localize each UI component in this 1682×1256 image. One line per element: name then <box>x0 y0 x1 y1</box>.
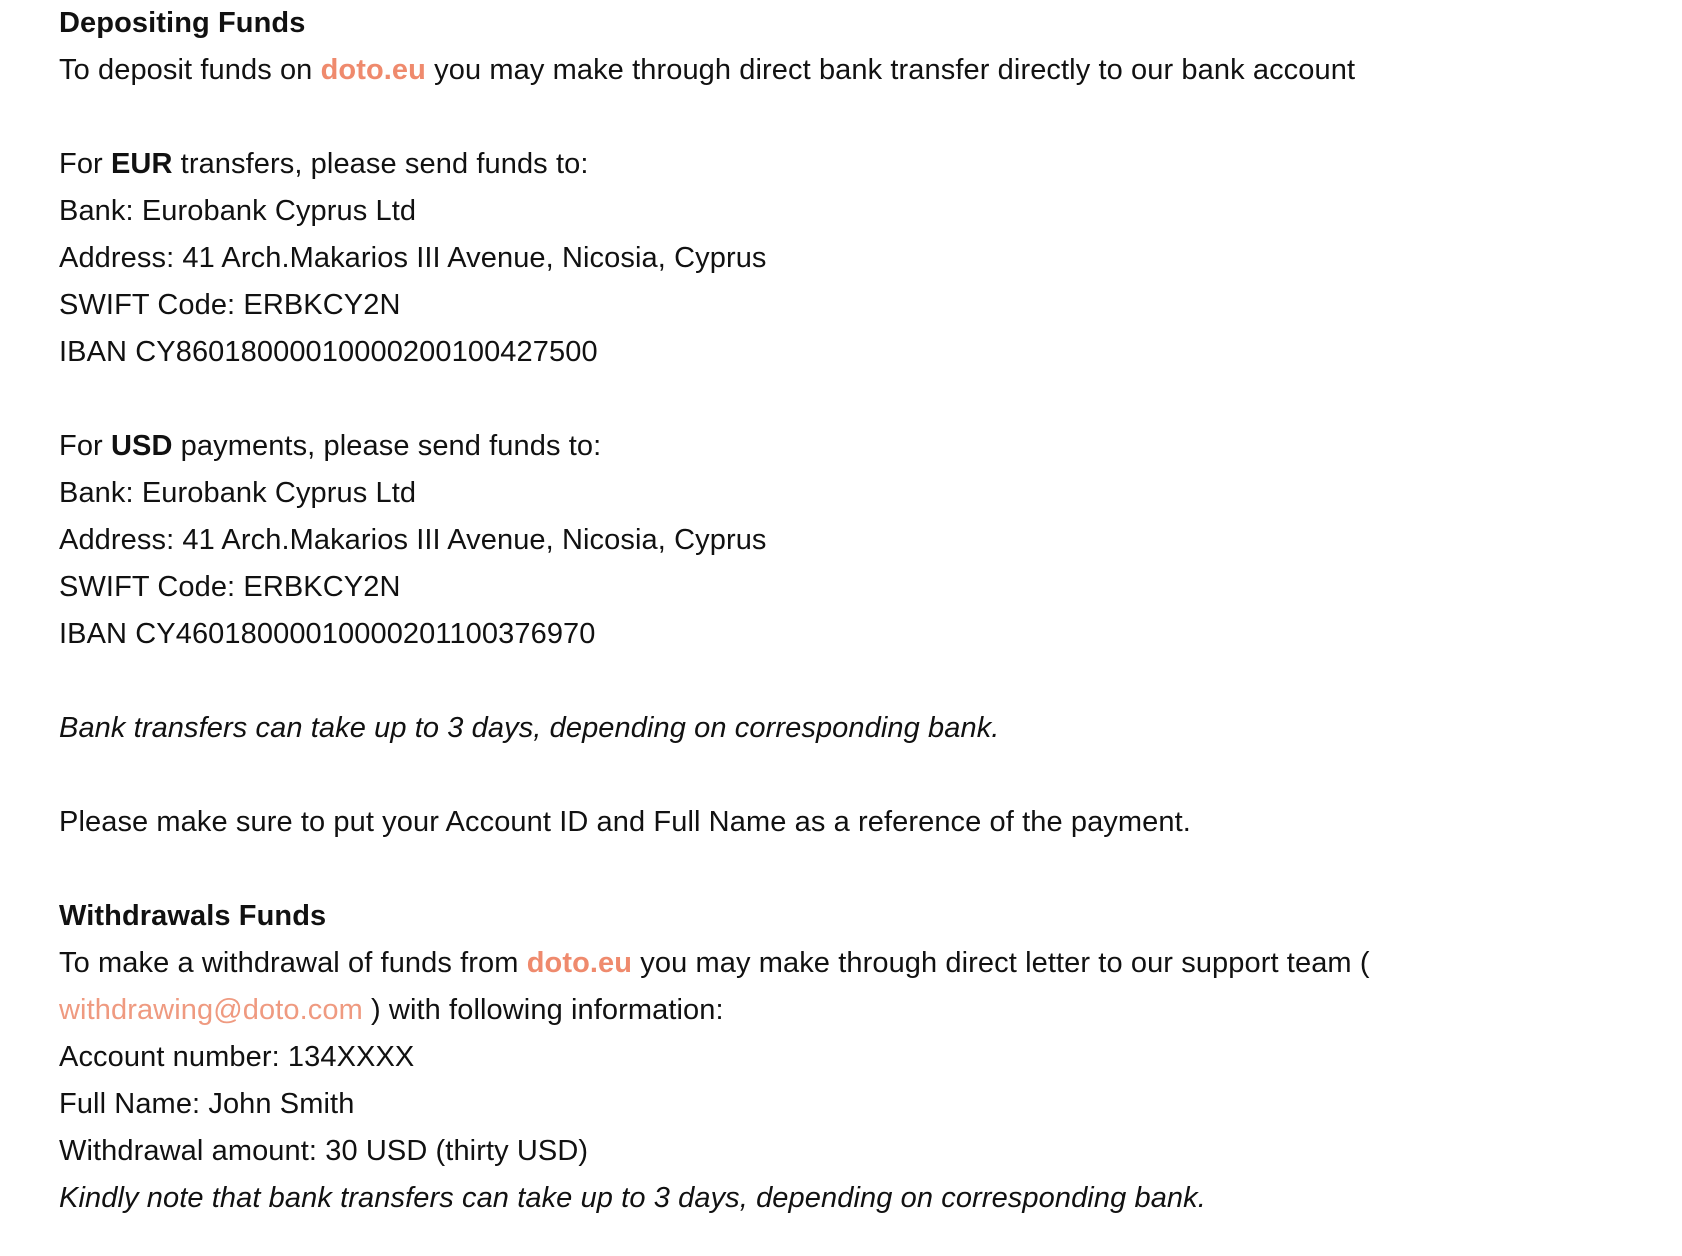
spacer <box>59 376 1639 423</box>
withdrawal-email-line <box>59 987 1639 1034</box>
withdrawal-intro <box>59 940 1639 987</box>
deposit-reference-note: Please make sure to put your Account ID and Full Name as a reference of the payment. <box>59 806 1191 838</box>
deposit-brand-link[interactable]: doto.eu <box>320 54 426 86</box>
eur-address: Address: 41 Arch.Makarios III Avenue, Nicosia, Cyprus <box>59 242 767 274</box>
withdrawal-note: Kindly note that bank transfers can take up to 3 days, depending on corresponding bank. <box>59 1182 1206 1214</box>
usd-swift: SWIFT Code: ERBKCY2N <box>59 571 401 603</box>
eur-bank: Bank: Eurobank Cyprus Ltd <box>59 195 417 227</box>
eur-lead <box>59 141 1639 188</box>
usd-lead-text: For <box>59 430 111 462</box>
usd-lead-rest: payments, please send funds to: <box>172 430 602 462</box>
spacer <box>59 94 1639 141</box>
deposit-intro <box>59 47 1639 94</box>
withdrawal-heading: Withdrawals Funds <box>59 900 327 932</box>
usd-address: Address: 41 Arch.Makarios III Avenue, Nicosia, Cyprus <box>59 524 767 556</box>
spacer <box>59 752 1639 799</box>
usd-lead <box>59 423 1639 470</box>
withdrawal-intro-rest: you may make through direct letter to our support team ( <box>632 947 1370 979</box>
withdrawal-full-name: Full Name: John Smith <box>59 1088 355 1120</box>
eur-iban: IBAN CY86018000010000200100427500 <box>59 336 598 368</box>
eur-lead-rest: transfers, please send funds to: <box>172 148 589 180</box>
eur-swift: SWIFT Code: ERBKCY2N <box>59 289 401 321</box>
spacer <box>59 846 1639 893</box>
usd-bank: Bank: Eurobank Cyprus Ltd <box>59 477 417 509</box>
eur-lead-text: For <box>59 148 111 180</box>
document-body <box>59 0 1639 1222</box>
withdrawal-email-rest: ) with following information: <box>362 994 724 1026</box>
eur-currency: EUR <box>110 148 173 180</box>
deposit-heading: Depositing Funds <box>59 7 306 39</box>
deposit-timing-note: Bank transfers can take up to 3 days, depending on corresponding bank. <box>59 712 1000 744</box>
withdrawal-email-link[interactable]: withdrawing@doto.com <box>59 994 363 1026</box>
withdrawal-intro-text: To make a withdrawal of funds from <box>59 947 527 979</box>
usd-iban: IBAN CY46018000010000201100376970 <box>59 618 596 650</box>
deposit-intro-text: To deposit funds on <box>59 54 321 86</box>
deposit-intro-rest: you may make through direct bank transfer directly to our bank account <box>425 54 1356 86</box>
spacer <box>59 658 1639 705</box>
withdrawal-account: Account number: 134XXXX <box>59 1041 415 1073</box>
usd-currency: USD <box>110 430 173 462</box>
withdrawal-brand-link[interactable]: doto.eu <box>526 947 633 979</box>
withdrawal-amount: Withdrawal amount: 30 USD (thirty USD) <box>59 1135 589 1167</box>
